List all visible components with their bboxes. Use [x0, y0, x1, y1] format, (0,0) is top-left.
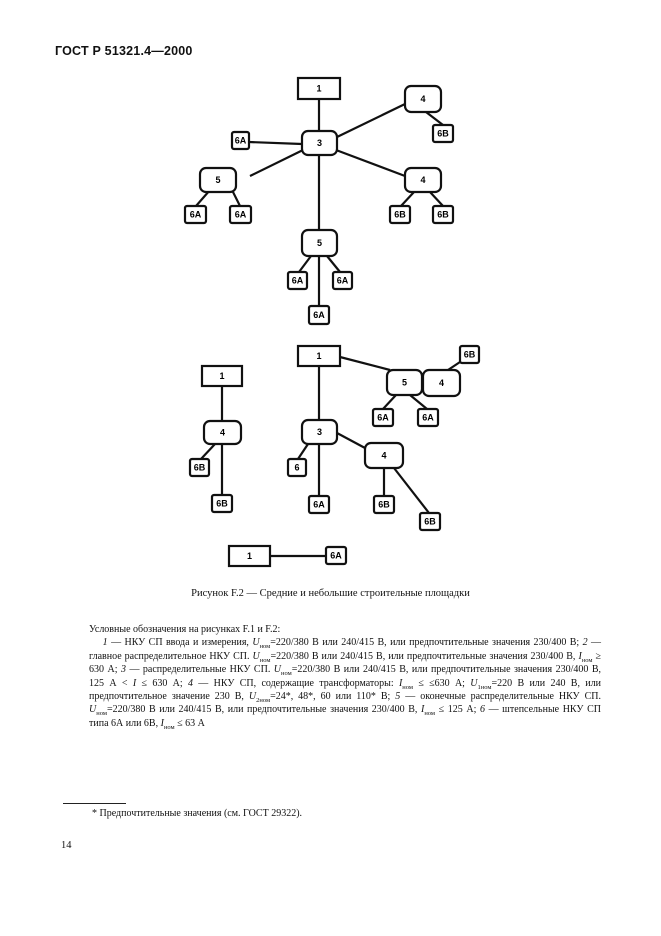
node-label: 6B — [394, 209, 406, 220]
node-n6a2 — [185, 206, 206, 223]
node-label: 6B — [193, 462, 206, 473]
node-label: 6B — [424, 516, 436, 527]
node-label: 6A — [422, 412, 434, 423]
node-label: 4 — [420, 175, 426, 186]
node-n4a — [405, 86, 441, 112]
node-label: 6A — [377, 412, 389, 423]
node-k6b3 — [420, 513, 440, 530]
node-label: 6A — [189, 209, 202, 220]
node-m6b2 — [212, 495, 232, 512]
node-m1a — [202, 366, 242, 386]
node-n6a6 — [309, 306, 329, 324]
node-label: 6A — [313, 310, 325, 321]
node-k4a — [423, 370, 460, 396]
node-n6a4 — [288, 272, 307, 289]
node-label: 6B — [378, 499, 390, 510]
node-k6a3 — [309, 496, 329, 513]
node-label: 5 — [401, 377, 408, 388]
document-header: ГОСТ Р 51321.4—2000 — [55, 44, 193, 58]
node-m4 — [204, 421, 241, 444]
node-s6a — [326, 547, 346, 564]
footnote: * Предпочтительные значения (см. ГОСТ 29322). — [92, 808, 303, 819]
node-label: 6A — [234, 209, 247, 220]
node-label: 1 — [246, 551, 253, 562]
node-label: 1 — [316, 351, 322, 362]
node-k5 — [387, 370, 422, 395]
node-label: 4 — [219, 427, 226, 438]
node-n6a5 — [333, 272, 352, 289]
node-label: 6A — [313, 499, 325, 510]
node-n3 — [302, 131, 337, 155]
node-k6 — [288, 459, 306, 476]
node-n4b — [405, 168, 441, 192]
node-label: 6B — [463, 349, 476, 360]
node-label: 3 — [316, 138, 323, 149]
node-k6a2 — [418, 409, 438, 426]
node-m6b1 — [190, 459, 209, 476]
node-n6a1 — [232, 132, 249, 149]
page-number: 14 — [61, 840, 72, 851]
node-k6a1 — [373, 409, 393, 426]
node-label: 6 — [294, 462, 300, 473]
node-label: 4 — [438, 378, 445, 389]
node-label: 6A — [330, 550, 342, 561]
node-label: 6B — [437, 209, 449, 220]
footnote-rule — [63, 803, 126, 804]
node-label: 4 — [420, 94, 426, 105]
node-label: 5 — [316, 238, 323, 249]
node-label: 4 — [381, 450, 387, 461]
node-k6b2 — [374, 496, 394, 513]
node-n5a — [200, 168, 236, 192]
node-k4b — [365, 443, 403, 468]
node-label: 6A — [291, 275, 304, 286]
node-k6b1 — [460, 346, 479, 363]
node-label: 1 — [219, 371, 225, 382]
legend-body: 1 — НКУ СП ввода и измерения, $U_{ном}=220/380$ В или 240/415 В, или предпочтительные значения 230/400 В; 2 — главное распределительное НКУ СП. $U_{ном}=220/380$ В или 240/415 В, или предпочтительные значения 230/400 В, $I_{ном} \ge 630$ А; 3 — распределительные НКУ СП. $U_{ном}=220/380$ В или 240/415 В, или предпочтительные значения 230/400 В, 125 А < I ≤ 630 А; 4 — НКУ СП, содержащие трансформаторы: $I_{ном} \le \le 630$ А; $U_{1ном}=220$ В или 240 В, или предпочтительное значение 230 В, $U_{2ном}=24*$, 48*, 60 или 110* В; 5 — оконечные распределительные НКУ СП. $U_{ном}=220/380$ В или 240/415 В, или предпочтительные значения 230/400 В, $I_{ном} \le 125$ А; 6 — штепсельные НКУ СП типа 6А или 6В, $I_{ном} \le 63$ А — [89, 637, 602, 731]
node-n6b3 — [433, 206, 453, 223]
node-k1 — [298, 346, 340, 366]
node-s1 — [229, 546, 270, 566]
legend-block — [89, 623, 601, 730]
node-label: 6A — [234, 135, 247, 146]
node-layer — [185, 78, 479, 566]
node-n6b2 — [390, 206, 410, 223]
node-label: 6A — [336, 275, 349, 286]
node-label: 6B — [437, 128, 449, 139]
node-n6a3 — [230, 206, 251, 223]
legend-title: Условные обозначения на рисунках F.1 и F.2: — [89, 624, 281, 635]
node-label: 1 — [316, 83, 322, 94]
node-label: 5 — [215, 175, 221, 186]
node-n5b — [302, 230, 337, 256]
node-label: 6B — [216, 498, 228, 509]
node-n1 — [298, 78, 340, 99]
node-label: 3 — [316, 427, 323, 438]
node-n6b1 — [433, 125, 453, 142]
figure-caption: Рисунок F.2 — Средние и небольшие строительные площадки — [191, 588, 470, 599]
node-k3 — [302, 420, 337, 444]
